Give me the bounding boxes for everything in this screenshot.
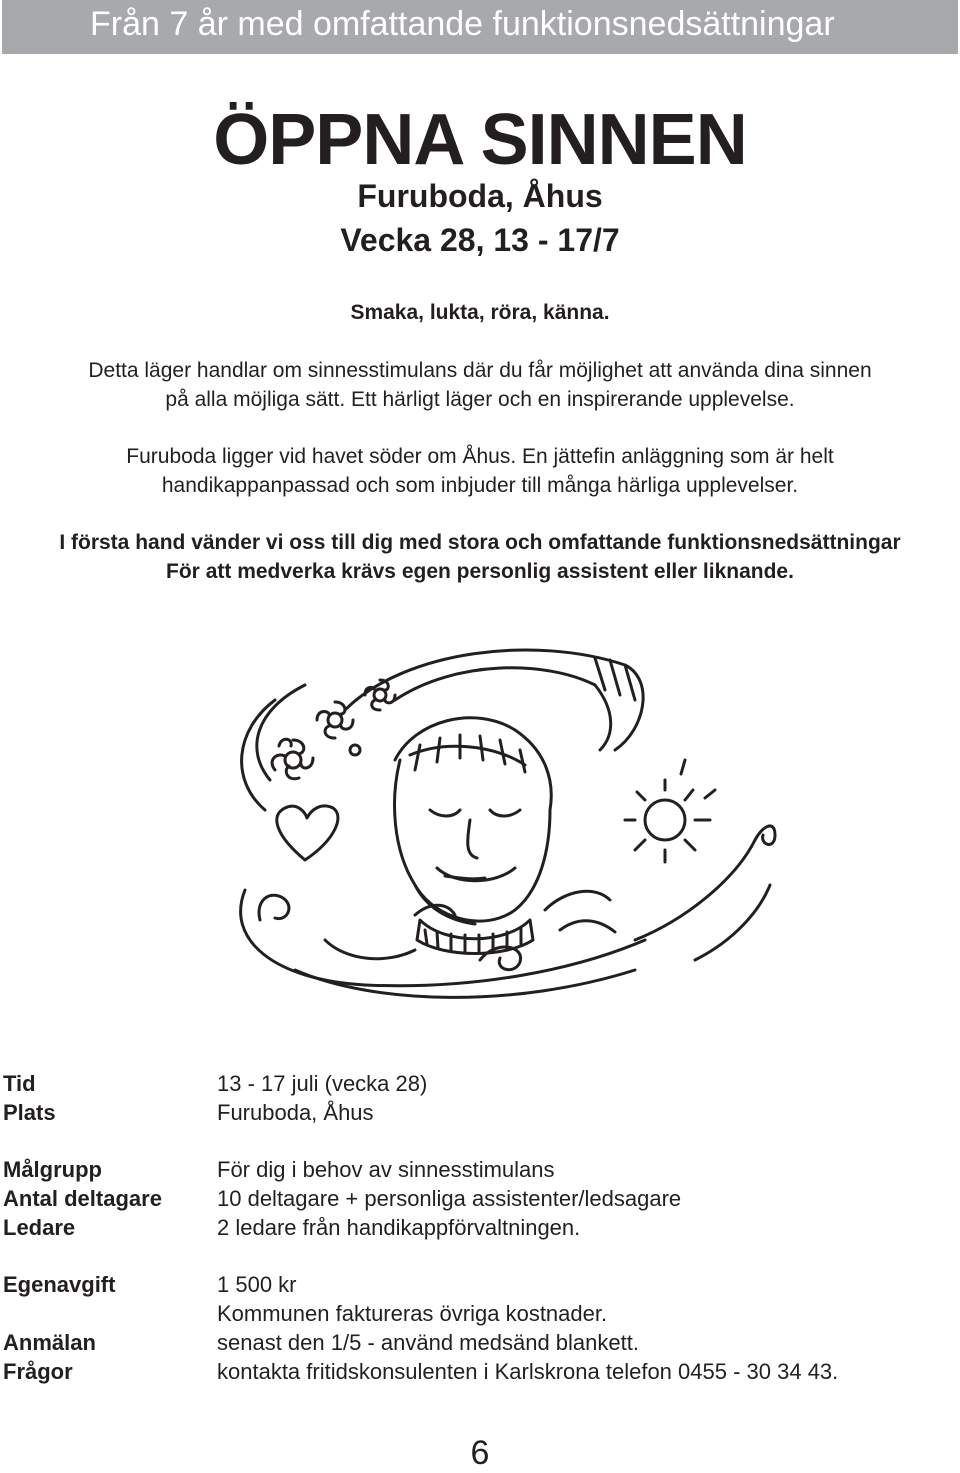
paragraph-target [0,528,960,586]
info-row-kommunen [3,1299,943,1328]
subtitle-week: Vecka 28, 13 - 17/7 [340,222,620,258]
feather-icon [345,650,643,750]
info-row-plats [3,1098,943,1127]
paragraph-line: För att medverka krävs egen personlig assistent eller liknande. [166,560,794,583]
info-label: Plats [3,1100,56,1125]
info-label: Antal deltagare [3,1186,162,1211]
paragraph-intro [0,356,960,414]
info-row-malgrupp [3,1155,943,1184]
info-row-egenavgift [3,1270,943,1299]
spacer [3,1242,943,1270]
info-value: kontakta fritidskonsulenten i Karlskrona telefon 0455 - 30 34 43. [217,1359,839,1384]
lead-text: Smaka, lukta, röra, känna. [350,301,610,324]
paragraph-line: I första hand vänder vi oss till dig med stora och omfattande funktionsnedsättningar [59,531,901,554]
heart-icon [277,806,338,860]
info-row-anmalan [3,1328,943,1357]
info-label: Ledare [3,1215,76,1240]
info-label: Egenavgift [3,1272,116,1297]
info-value: 1 500 kr [217,1272,297,1297]
info-value: Kommunen faktureras övriga kostnader. [217,1301,608,1326]
info-row-antal [3,1184,943,1213]
info-row-fragor [3,1357,943,1386]
header-banner: Från 7 år med omfattande funktionsnedsättningar [2,0,958,54]
paragraph-location [0,442,960,500]
spacer [3,1127,943,1155]
sun-icon [625,760,715,862]
info-value: För dig i behov av sinnesstimulans [217,1157,555,1182]
info-label: Målgrupp [3,1157,102,1182]
paragraph-line: handikappanpassad och som inbjuder till många härliga upplevelser. [161,474,799,497]
page-number: 6 [470,1434,490,1472]
info-row-tid [3,1069,943,1098]
subtitle-place: Furuboda, Åhus [357,178,603,214]
info-value: 13 - 17 juli (vecka 28) [217,1071,428,1096]
illustration [215,640,785,1010]
paragraph-line: Detta läger handlar om sinnesstimulans där du får möjlighet att använda dina sinnen [88,359,872,382]
info-value: 10 deltagare + personliga assistenter/ledsagare [217,1186,682,1211]
info-label: Frågor [3,1359,73,1384]
face-icon [395,718,552,954]
page-title: ÖPPNA SINNEN [213,100,747,180]
info-value: senast den 1/5 - använd medsänd blankett. [217,1330,639,1355]
info-value: 2 ledare från handikappförvaltningen. [217,1215,581,1240]
info-table [3,1069,943,1386]
paragraph-line: på alla möjliga sätt. Ett härligt läger och en inspirerande upplevelse. [165,388,795,411]
info-row-ledare [3,1213,943,1242]
paragraph-line: Furuboda ligger vid havet söder om Åhus. En jättefin anläggning som är helt [126,445,834,468]
info-label: Anmälan [3,1330,96,1355]
info-label: Tid [3,1071,36,1096]
info-value: Furuboda, Åhus [217,1100,374,1125]
